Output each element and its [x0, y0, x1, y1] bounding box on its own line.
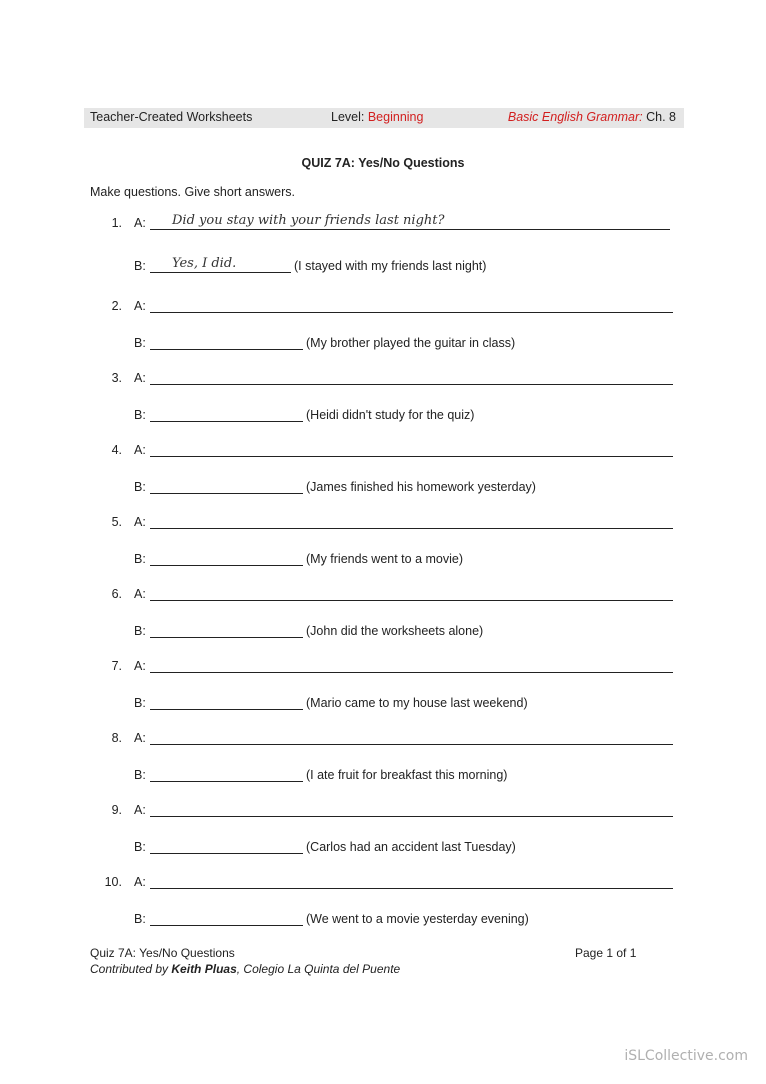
- answer-line-b: [150, 272, 291, 273]
- b-label: B:: [134, 840, 146, 854]
- b-label: B:: [134, 624, 146, 638]
- item-hint: (John did the worksheets alone): [306, 624, 484, 638]
- item-hint: (Heidi didn't study for the quiz): [306, 408, 475, 422]
- a-label: A:: [134, 875, 146, 889]
- handwritten-answer: Yes, I did.: [172, 256, 237, 271]
- b-label: B:: [134, 336, 146, 350]
- item-hint: (We went to a movie yesterday evening): [306, 912, 529, 926]
- level-label: Level:: [331, 110, 365, 124]
- answer-line-a: [150, 600, 673, 601]
- a-label: A:: [134, 216, 146, 230]
- footer-quiz-name: Quiz 7A: Yes/No Questions: [90, 946, 235, 960]
- answer-line-b: [150, 565, 303, 566]
- instructions: Make questions. Give short answers.: [90, 185, 295, 199]
- answer-line-b: [150, 349, 303, 350]
- a-label: A:: [134, 371, 146, 385]
- answer-line-b: [150, 637, 303, 638]
- book-title: Basic English Grammar:: [507, 110, 643, 124]
- item-number: 1.: [111, 216, 122, 230]
- answer-line-a: [150, 672, 673, 673]
- page-title: QUIZ 7A: Yes/No Questions: [301, 156, 465, 170]
- level-value: Beginning: [367, 110, 424, 124]
- answer-line-a: [150, 744, 673, 745]
- item-number: 10.: [104, 875, 122, 889]
- header-level: [331, 110, 423, 124]
- item-hint: (I stayed with my friends last night): [294, 259, 487, 273]
- a-label: A:: [134, 515, 146, 529]
- answer-line-a: [150, 528, 673, 529]
- b-label: B:: [134, 408, 146, 422]
- a-label: A:: [134, 731, 146, 745]
- item-number: 3.: [111, 371, 122, 385]
- a-label: A:: [134, 443, 146, 457]
- a-label: A:: [134, 587, 146, 601]
- b-label: B:: [134, 552, 146, 566]
- item-hint: (Carlos had an accident last Tuesday): [306, 840, 516, 854]
- header-book: [508, 110, 676, 124]
- school-name: , Colegio La Quinta del Puente: [236, 962, 401, 976]
- a-label: A:: [134, 803, 146, 817]
- header-source: Teacher-Created Worksheets: [90, 110, 253, 124]
- item-hint: (Mario came to my house last weekend): [306, 696, 528, 710]
- a-label: A:: [134, 299, 146, 313]
- item-hint: (James finished his homework yesterday): [306, 480, 536, 494]
- answer-line-a: [150, 816, 673, 817]
- answer-line-b: [150, 925, 303, 926]
- answer-line-a: [150, 384, 673, 385]
- answer-line-b: [150, 781, 303, 782]
- footer-contributor: [90, 962, 400, 976]
- item-number: 7.: [111, 659, 122, 673]
- answer-line-b: [150, 421, 303, 422]
- answer-line-a: [150, 456, 673, 457]
- watermark: iSLCollective.com: [624, 1048, 748, 1064]
- item-number: 2.: [111, 299, 122, 313]
- answer-line-a: [150, 312, 673, 313]
- answer-line-a: [150, 888, 673, 889]
- answer-line-b: [150, 709, 303, 710]
- item-hint: (My brother played the guitar in class): [306, 336, 516, 350]
- item-hint: (I ate fruit for breakfast this morning): [306, 768, 508, 782]
- b-label: B:: [134, 696, 146, 710]
- item-number: 5.: [111, 515, 122, 529]
- item-number: 9.: [111, 803, 122, 817]
- author-name: Keith Pluas: [171, 962, 237, 976]
- answer-line-b: [150, 493, 303, 494]
- item-number: 8.: [111, 731, 122, 745]
- b-label: B:: [134, 480, 146, 494]
- item-number: 6.: [111, 587, 122, 601]
- b-label: B:: [134, 259, 146, 273]
- answer-line-b: [150, 853, 303, 854]
- handwritten-question: Did you stay with your friends last night?: [172, 213, 445, 228]
- a-label: A:: [134, 659, 146, 673]
- page-number: Page 1 of 1: [575, 946, 637, 960]
- b-label: B:: [134, 768, 146, 782]
- chapter: Ch. 8: [646, 110, 676, 124]
- item-hint: (My friends went to a movie): [306, 552, 463, 566]
- b-label: B:: [134, 912, 146, 926]
- item-number: 4.: [111, 443, 122, 457]
- answer-line-a: [150, 229, 670, 230]
- contributed-prefix: Contributed by: [90, 962, 169, 976]
